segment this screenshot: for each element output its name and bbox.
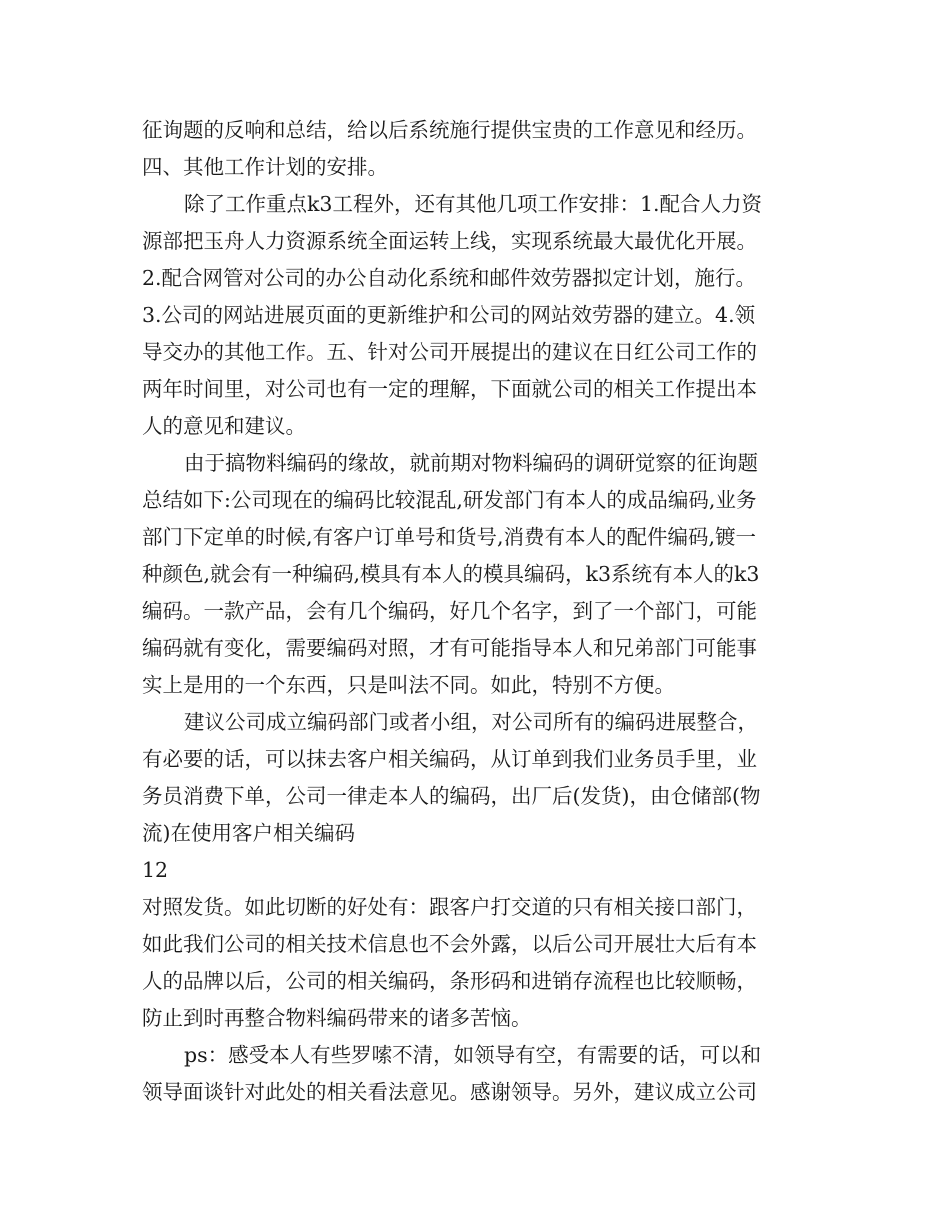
text-line: 对照发货。如此切断的好处有：跟客户打交道的只有相关接口部门， <box>142 895 757 919</box>
text-line: 编码。一款产品，会有几个编码，好几个名字，到了一个部门，可能 <box>142 599 757 623</box>
text-line: 由于搞物料编码的缘故，就前期对物料编码的调研觉察的征询题 <box>184 451 758 475</box>
section-heading: 四、其他工作计划的安排。 <box>142 155 388 179</box>
text-line: 防止到时再整合物料编码带来的诸多苦恼。 <box>142 1006 532 1030</box>
text-line: 建议公司成立编码部门或者小组，对公司所有的编码进展整合， <box>184 710 758 734</box>
text-line: 人的意见和建议。 <box>142 414 306 438</box>
text-line: 种颜色,就会有一种编码,模具有本人的模具编码，k3系统有本人的k3 <box>142 562 760 586</box>
text-line: 编码就有变化，需要编码对照，才有可能指导本人和兄弟部门可能事 <box>142 636 757 660</box>
text-line: 领导面谈针对此处的相关看法意见。感谢领导。另外，建议成立公司 <box>142 1080 757 1104</box>
text-line: 部门下定单的时候,有客户订单号和货号,消费有本人的配件编码,镀一 <box>142 525 757 549</box>
text-line: 源部把玉舟人力资源系统全面运转上线，实现系统最大最优化开展。 <box>142 229 757 253</box>
page-number: 12 <box>142 858 169 882</box>
text-line: 3.公司的网站进展页面的更新维护和公司的网站效劳器的建立。4.领 <box>142 303 756 327</box>
text-line: 两年时间里，对公司也有一定的理解，下面就公司的相关工作提出本 <box>142 377 757 401</box>
text-line: 2.配合网管对公司的办公自动化系统和邮件效劳器拟定计划，施行。 <box>142 266 757 290</box>
text-line: 除了工作重点k3工程外，还有其他几项工作安排：1.配合人力资 <box>184 192 763 216</box>
text-line: 导交办的其他工作。五、针对公司开展提出的建议在日红公司工作的 <box>142 340 757 364</box>
text-line: 务员消费下单，公司一律走本人的编码，出厂后(发货)，由仓储部(物 <box>142 784 761 808</box>
text-line: 征询题的反响和总结，给以后系统施行提供宝贵的工作意见和经历。 <box>142 118 757 142</box>
text-line: ps：感受本人有些罗嗦不清，如领导有空，有需要的话，可以和 <box>184 1043 762 1067</box>
document-body <box>142 112 832 1111</box>
text-line: 实上是用的一个东西，只是叫法不同。如此，特别不方便。 <box>142 673 675 697</box>
text-line: 流)在使用客户相关编码 <box>142 821 355 845</box>
text-line: 人的品牌以后，公司的相关编码，条形码和进销存流程也比较顺畅， <box>142 969 757 993</box>
text-line: 总结如下:公司现在的编码比较混乱,研发部门有本人的成品编码,业务 <box>142 488 757 512</box>
text-line: 有必要的话，可以抹去客户相关编码，从订单到我们业务员手里，业 <box>142 747 757 771</box>
text-line: 如此我们公司的相关技术信息也不会外露，以后公司开展壮大后有本 <box>142 932 757 956</box>
